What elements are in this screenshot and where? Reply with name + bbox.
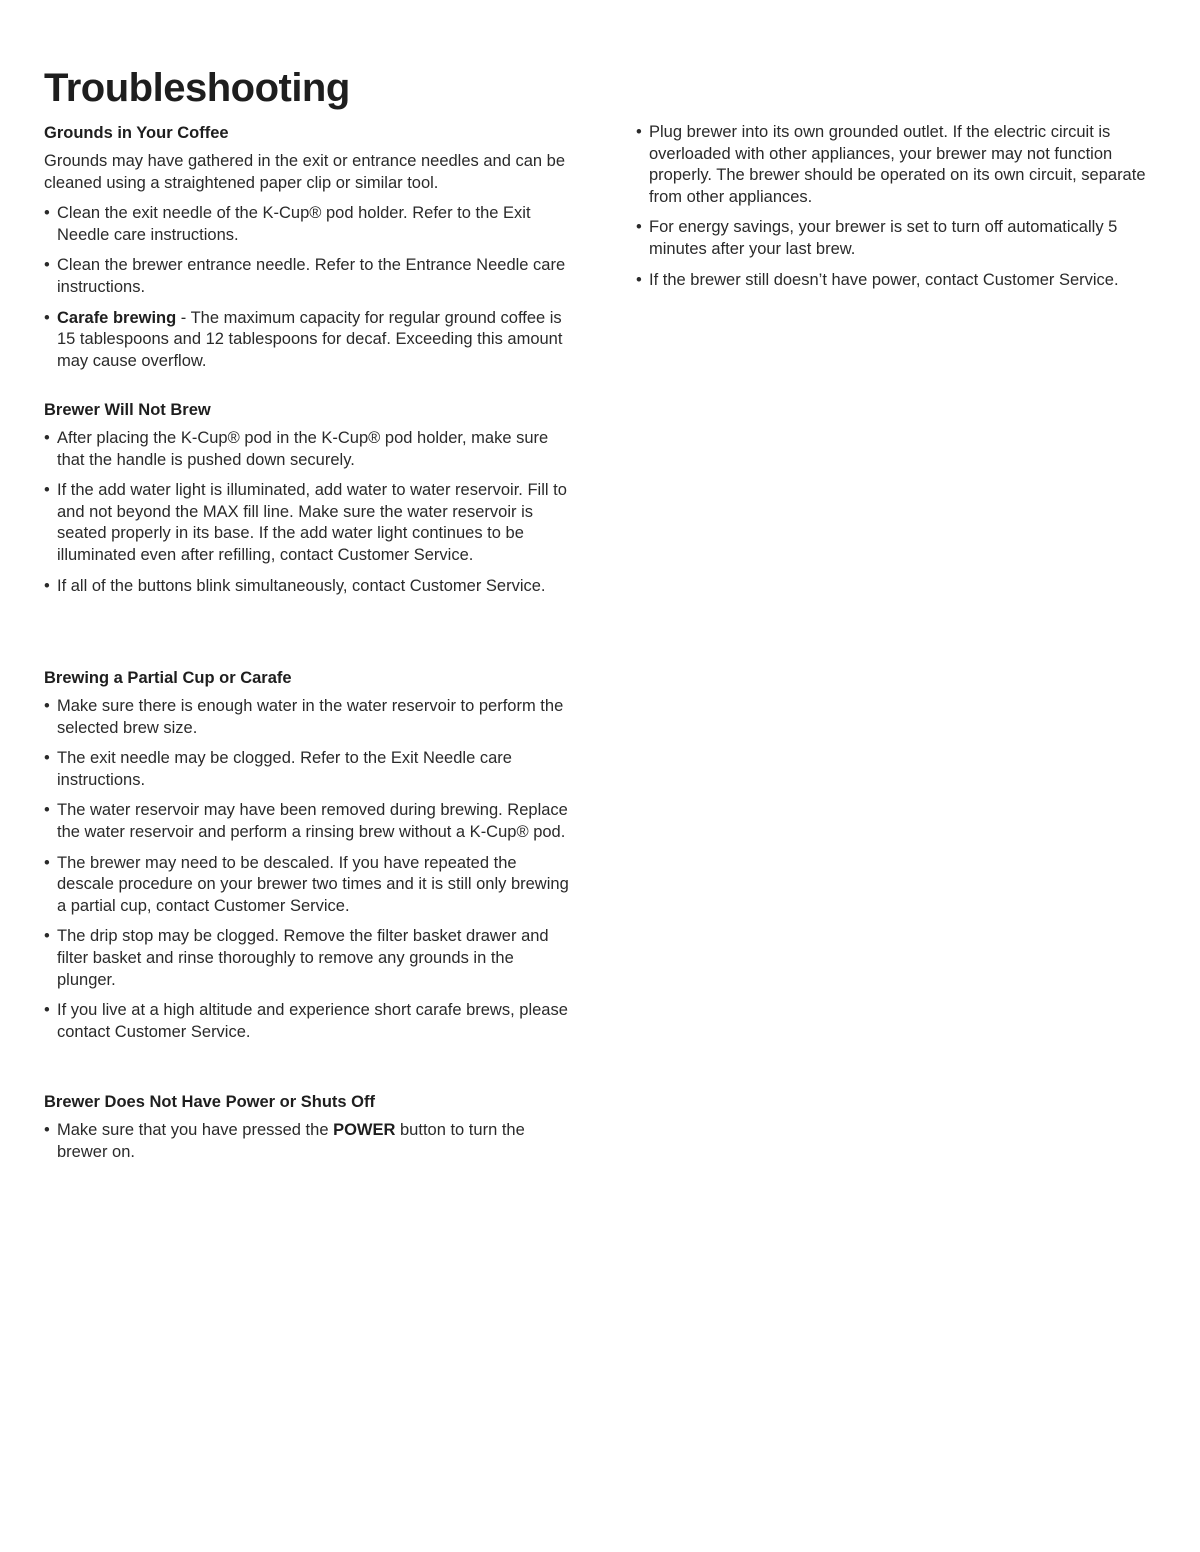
list-item: • The exit needle may be clogged. Refer to the Exit Needle care instructions. [44,748,574,791]
page-title: Troubleshooting [44,66,350,110]
list-item: • If the brewer still doesn’t have power, contact Customer Service. [636,270,1166,292]
section-heading: Brewer Will Not Brew [44,401,211,419]
list-item: • Carafe brewing - The maximum capacity for regular ground coffee is 15 tablespoons and 12 tablespoons for decaf. Exceeding this amount may cause overflow. [44,308,574,373]
section-partial-cup [44,668,574,1052]
bullet-list [44,203,574,372]
list-item: • The water reservoir may have been removed during brewing. Replace the water reservoir and perform a rinsing brew without a K-Cup® pod. [44,800,574,843]
section-heading: Brewing a Partial Cup or Carafe [44,669,292,687]
list-item: • If all of the buttons blink simultaneously, contact Customer Service. [44,576,574,598]
list-item: • If the add water light is illuminated, add water to water reservoir. Fill to and not beyond the MAX fill line. Make sure the water reservoir is seated properly in its base. If the add water light continues to be illuminated even after refilling, contact Customer Service. [44,480,574,566]
list-item: • After placing the K-Cup® pod in the K-Cup® pod holder, make sure that the handle is pushed down securely. [44,428,574,471]
list-item: • Clean the brewer entrance needle. Refer to the Entrance Needle care instructions. [44,255,574,298]
section-grounds [44,123,574,381]
bullet-list [44,696,574,1043]
list-item: • Make sure that you have pressed the POWER button to turn the brewer on. [44,1120,574,1163]
list-item: • For energy savings, your brewer is set to turn off automatically 5 minutes after your last brew. [636,217,1166,260]
list-item: • The drip stop may be clogged. Remove the filter basket drawer and filter basket and rinse thoroughly to remove any grounds in the plunger. [44,926,574,991]
list-item: • Clean the exit needle of the K-Cup® pod holder. Refer to the Exit Needle care instructions. [44,203,574,246]
bullet-list [44,1120,574,1163]
list-item: • If you live at a high altitude and experience short carafe brews, please contact Customer Service. [44,1000,574,1043]
bullet-list [44,428,574,597]
section-will-not-brew [44,400,574,606]
list-item: • Make sure there is enough water in the water reservoir to perform the selected brew size. [44,696,574,739]
list-item: • The brewer may need to be descaled. If you have repeated the descale procedure on your brewer two times and it is still only brewing a partial cup, contact Customer Service. [44,853,574,918]
list-item: • Plug brewer into its own grounded outlet. If the electric circuit is overloaded with other appliances, your brewer may not function properly. The brewer should be operated on its own circuit, separate from other appliances. [636,122,1166,208]
section-intro: Grounds may have gathered in the exit or entrance needles and can be cleaned using a straightened paper clip or similar tool. [44,152,566,192]
section-no-power [44,1092,574,1172]
section-heading: Grounds in Your Coffee [44,124,229,142]
bullet-list [636,122,1166,291]
section-no-power-continued [636,122,1166,300]
section-heading: Brewer Does Not Have Power or Shuts Off [44,1093,375,1111]
